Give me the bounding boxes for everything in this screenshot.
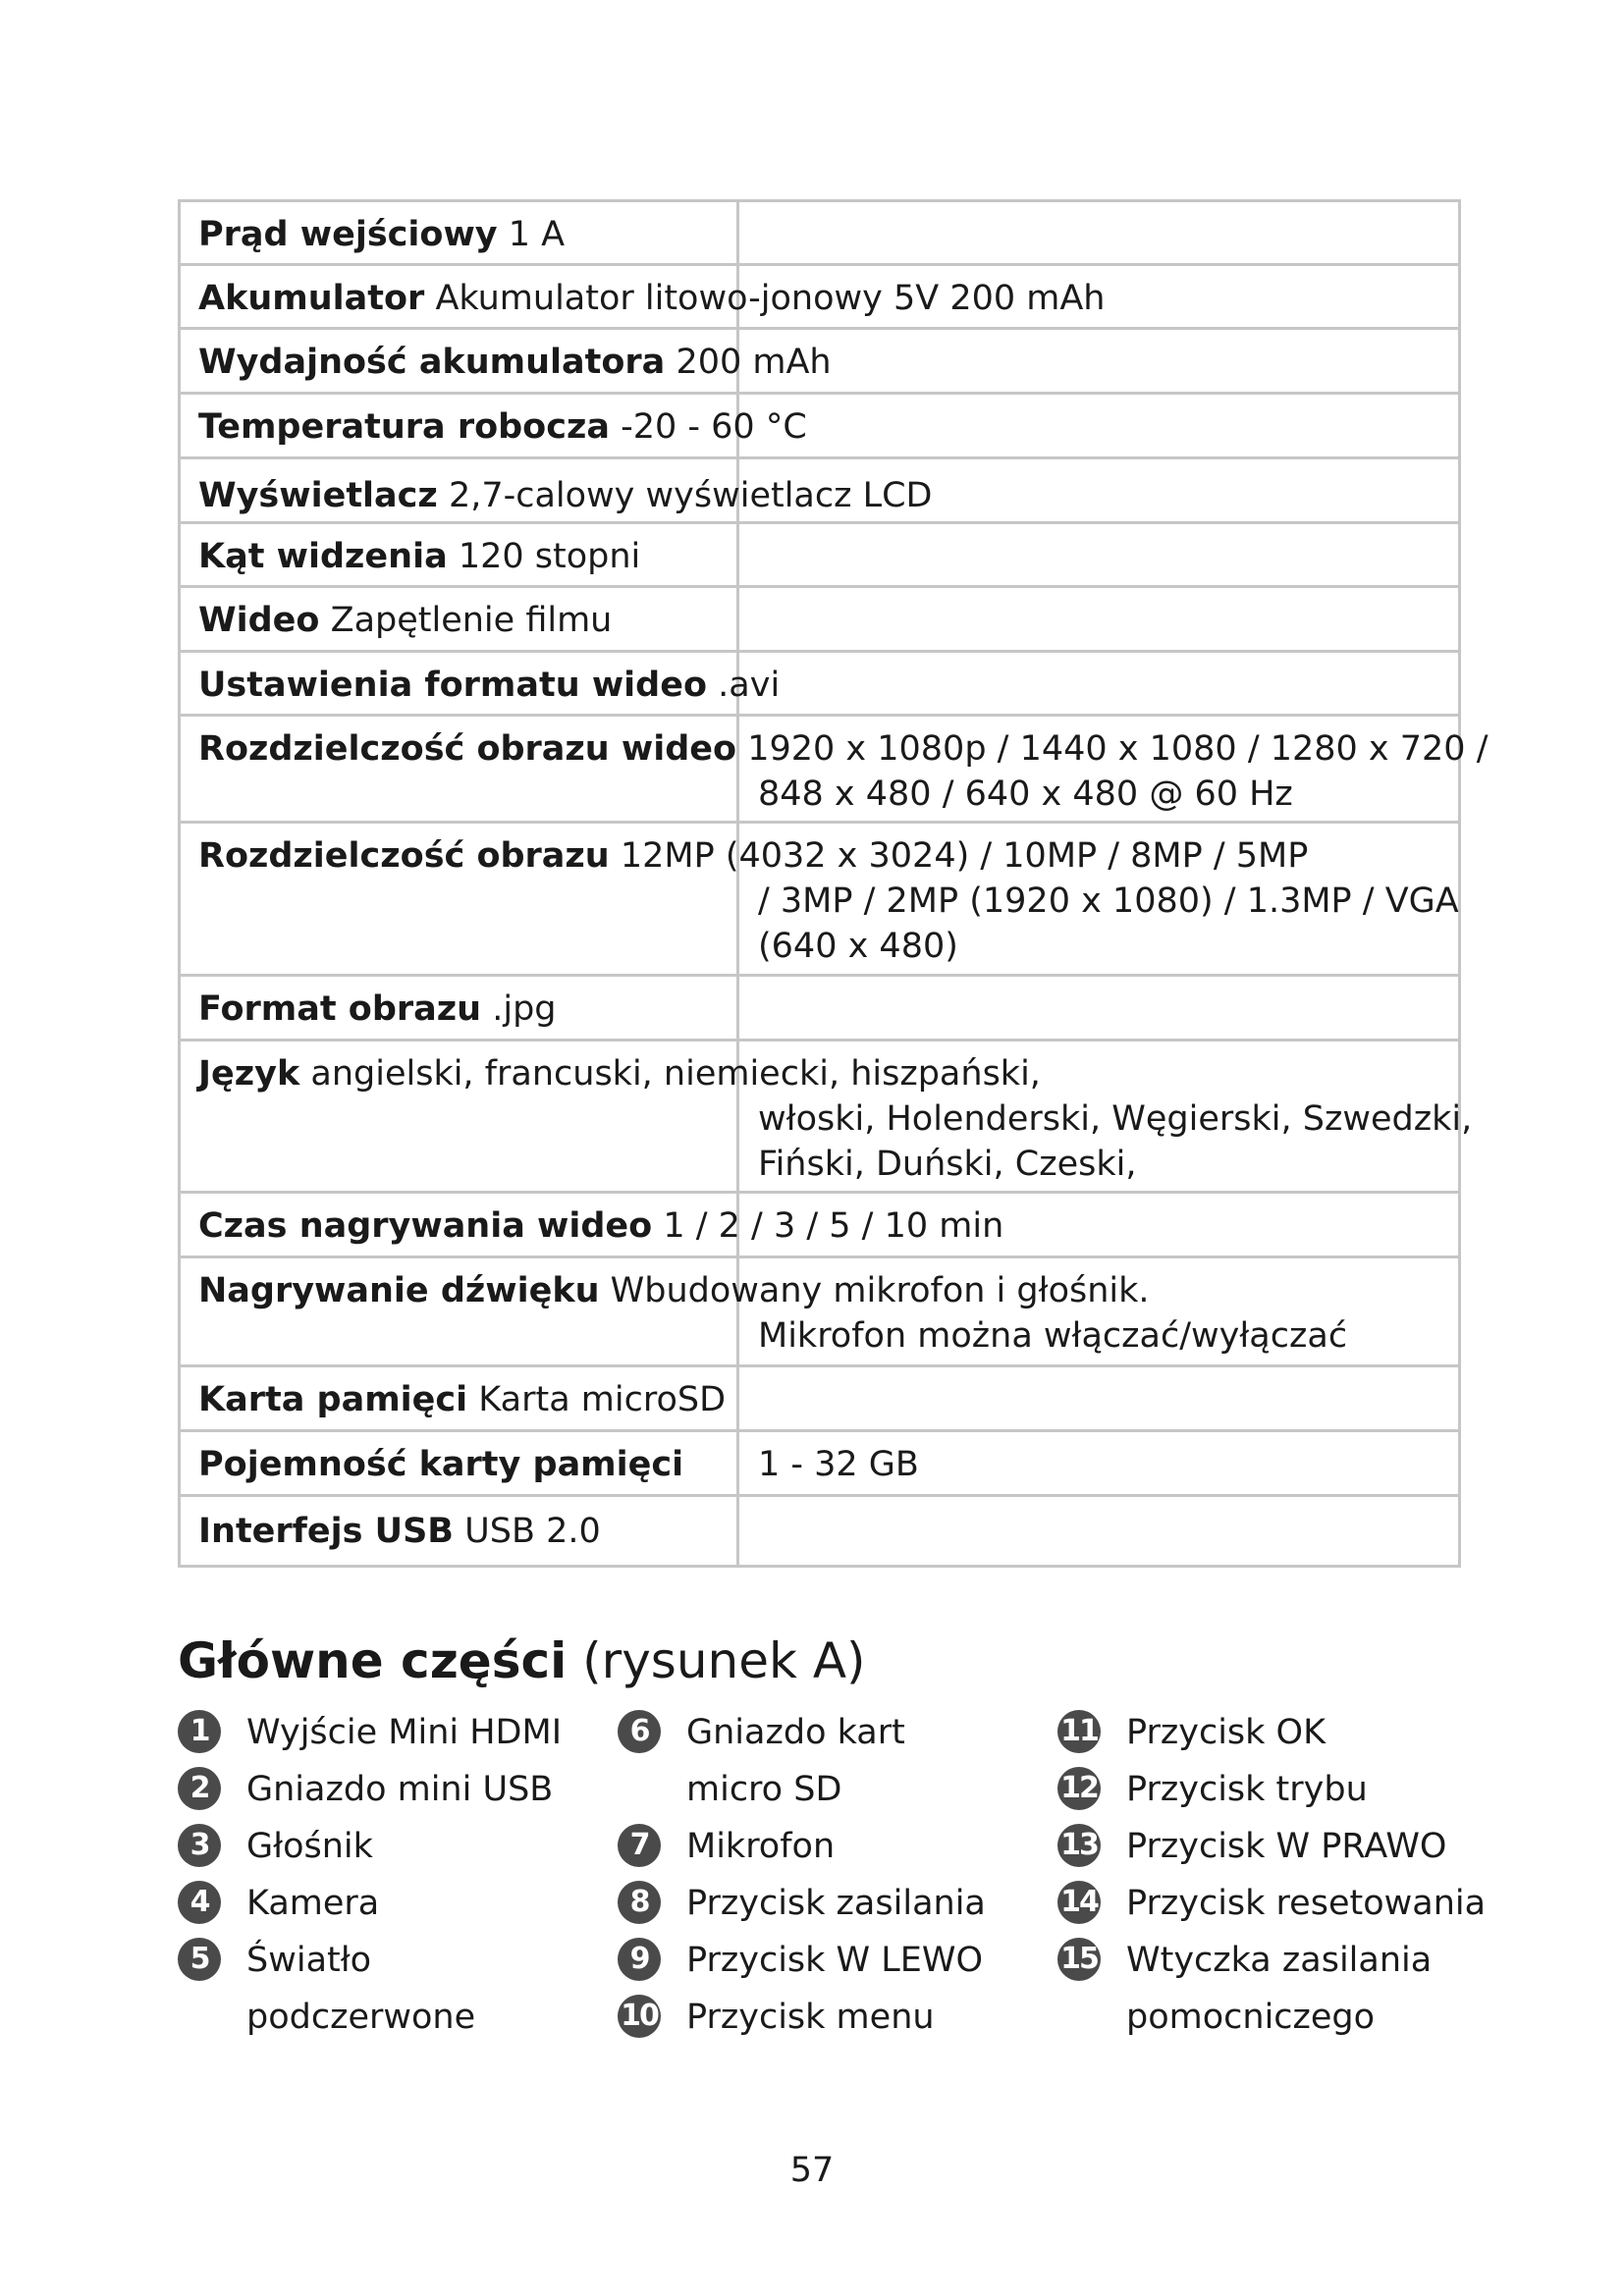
part-label: Mikrofon	[686, 1827, 836, 1866]
spec-label: Język	[198, 1054, 300, 1094]
spec-row	[181, 588, 1458, 653]
spec-label: Wyświetlacz	[198, 476, 438, 515]
spec-value: .jpg	[492, 989, 557, 1029]
number-badge: 10	[618, 1995, 661, 2038]
spec-value: USB 2.0	[464, 1512, 601, 1551]
number-badge: 1	[178, 1710, 221, 1753]
number-badge: 12	[1057, 1767, 1101, 1810]
spec-label: Wydajność akumulatora	[198, 343, 666, 382]
spec-value: 1920 x 1080p / 1440 x 1080 / 1280 x 720 /	[747, 729, 1489, 769]
spec-value: 200 mAh	[676, 343, 832, 382]
spec-value: Akumulator litowo-jonowy 5V 200 mAh	[435, 279, 1106, 318]
part-label: Przycisk menu	[686, 1998, 935, 2037]
spec-row	[181, 459, 1458, 524]
spec-row	[181, 202, 1458, 266]
number-badge: 5	[178, 1938, 221, 1981]
spec-label: Temperatura robocza	[198, 407, 610, 447]
spec-label: Kąt widzenia	[198, 537, 448, 576]
spec-row	[181, 330, 1458, 395]
spec-label: Rozdzielczość obrazu	[198, 836, 610, 876]
spec-row	[181, 1497, 1458, 1565]
part-label: Przycisk resetowania	[1126, 1884, 1487, 1923]
part-label: Przycisk W LEWO	[686, 1941, 984, 1980]
part-label: Wyjście Mini HDMI	[246, 1713, 563, 1752]
spec-value: 2,7-calowy wyświetlacz LCD	[448, 476, 933, 515]
number-badge: 13	[1057, 1824, 1101, 1867]
spec-value: 12MP (4032 x 3024) / 10MP / 8MP / 5MP	[620, 836, 1309, 876]
section-title	[178, 1629, 866, 1692]
spec-table	[178, 199, 1489, 1568]
spec-label: Pojemność karty pamięci	[198, 1445, 684, 1484]
part-label-continuation: pomocniczego	[1126, 1998, 1376, 2037]
spec-value: 1 / 2 / 3 / 5 / 10 min	[663, 1206, 1004, 1246]
section-title-rest: (rysunek A)	[582, 1632, 866, 1689]
spec-value: -20 - 60 °C	[621, 407, 807, 447]
spec-row	[181, 653, 1458, 717]
part-label: Wtyczka zasilania	[1126, 1941, 1433, 1980]
number-badge: 3	[178, 1824, 221, 1867]
part-label: Przycisk OK	[1126, 1713, 1326, 1752]
part-label: Głośnik	[246, 1827, 373, 1866]
spec-value-continuation: Fiński, Duński, Czeski,	[758, 1145, 1137, 1184]
page-number: 57	[789, 2151, 835, 2190]
spec-row	[181, 977, 1458, 1041]
spec-label: Prąd wejściowy	[198, 215, 498, 254]
spec-row	[181, 395, 1458, 459]
spec-row	[181, 1258, 1458, 1367]
spec-value: 1 - 32 GB	[758, 1445, 919, 1484]
number-badge: 15	[1057, 1938, 1101, 1981]
spec-row	[181, 1194, 1458, 1258]
spec-value: Wbudowany mikrofon i głośnik.	[610, 1271, 1150, 1310]
part-label: Gniazdo kart	[686, 1713, 905, 1752]
part-label-continuation: podczerwone	[246, 1998, 476, 2037]
spec-value-continuation: Mikrofon można włączać/wyłączać	[758, 1316, 1348, 1356]
spec-value: Karta microSD	[478, 1380, 727, 1419]
spec-row	[181, 1041, 1473, 1194]
part-label: Gniazdo mini USB	[246, 1770, 554, 1809]
spec-label: Akumulator	[198, 279, 425, 318]
spec-row	[181, 1367, 1458, 1432]
section-title-bold: Główne części	[178, 1632, 568, 1689]
part-label: Przycisk W PRAWO	[1126, 1827, 1447, 1866]
spec-value-continuation: 848 x 480 / 640 x 480 @ 60 Hz	[758, 774, 1293, 814]
spec-label: Interfejs USB	[198, 1512, 454, 1551]
number-badge: 2	[178, 1767, 221, 1810]
spec-row	[181, 266, 1458, 330]
number-badge: 9	[618, 1938, 661, 1981]
spec-label: Ustawienia formatu wideo	[198, 666, 708, 705]
part-label-continuation: micro SD	[686, 1770, 842, 1809]
part-label: Światło	[246, 1941, 372, 1980]
spec-label: Czas nagrywania wideo	[198, 1206, 653, 1246]
number-badge: 8	[618, 1881, 661, 1924]
spec-label: Wideo	[198, 601, 320, 640]
spec-value: angielski, francuski, niemiecki, hiszpański,	[310, 1054, 1041, 1094]
spec-label: Karta pamięci	[198, 1380, 468, 1419]
number-badge: 14	[1057, 1881, 1101, 1924]
spec-row	[181, 1432, 1458, 1497]
spec-row	[181, 824, 1458, 977]
spec-value: 1 A	[508, 215, 566, 254]
spec-value: Zapętlenie filmu	[330, 601, 613, 640]
spec-value-continuation: (640 x 480)	[758, 927, 958, 966]
spec-label: Nagrywanie dźwięku	[198, 1271, 600, 1310]
spec-row	[181, 524, 1458, 588]
spec-value-continuation: / 3MP / 2MP (1920 x 1080) / 1.3MP / VGA	[758, 881, 1459, 921]
number-badge: 11	[1057, 1710, 1101, 1753]
spec-label: Format obrazu	[198, 989, 482, 1029]
number-badge: 7	[618, 1824, 661, 1867]
part-label: Przycisk trybu	[1126, 1770, 1368, 1809]
part-label: Kamera	[246, 1884, 380, 1923]
number-badge: 6	[618, 1710, 661, 1753]
spec-row	[181, 717, 1489, 824]
spec-value-continuation: włoski, Holenderski, Węgierski, Szwedzki,	[758, 1099, 1473, 1139]
spec-label: Rozdzielczość obrazu wideo	[198, 729, 737, 769]
spec-value: 120 stopni	[458, 537, 641, 576]
spec-value: .avi	[718, 666, 781, 705]
number-badge: 4	[178, 1881, 221, 1924]
part-label: Przycisk zasilania	[686, 1884, 986, 1923]
